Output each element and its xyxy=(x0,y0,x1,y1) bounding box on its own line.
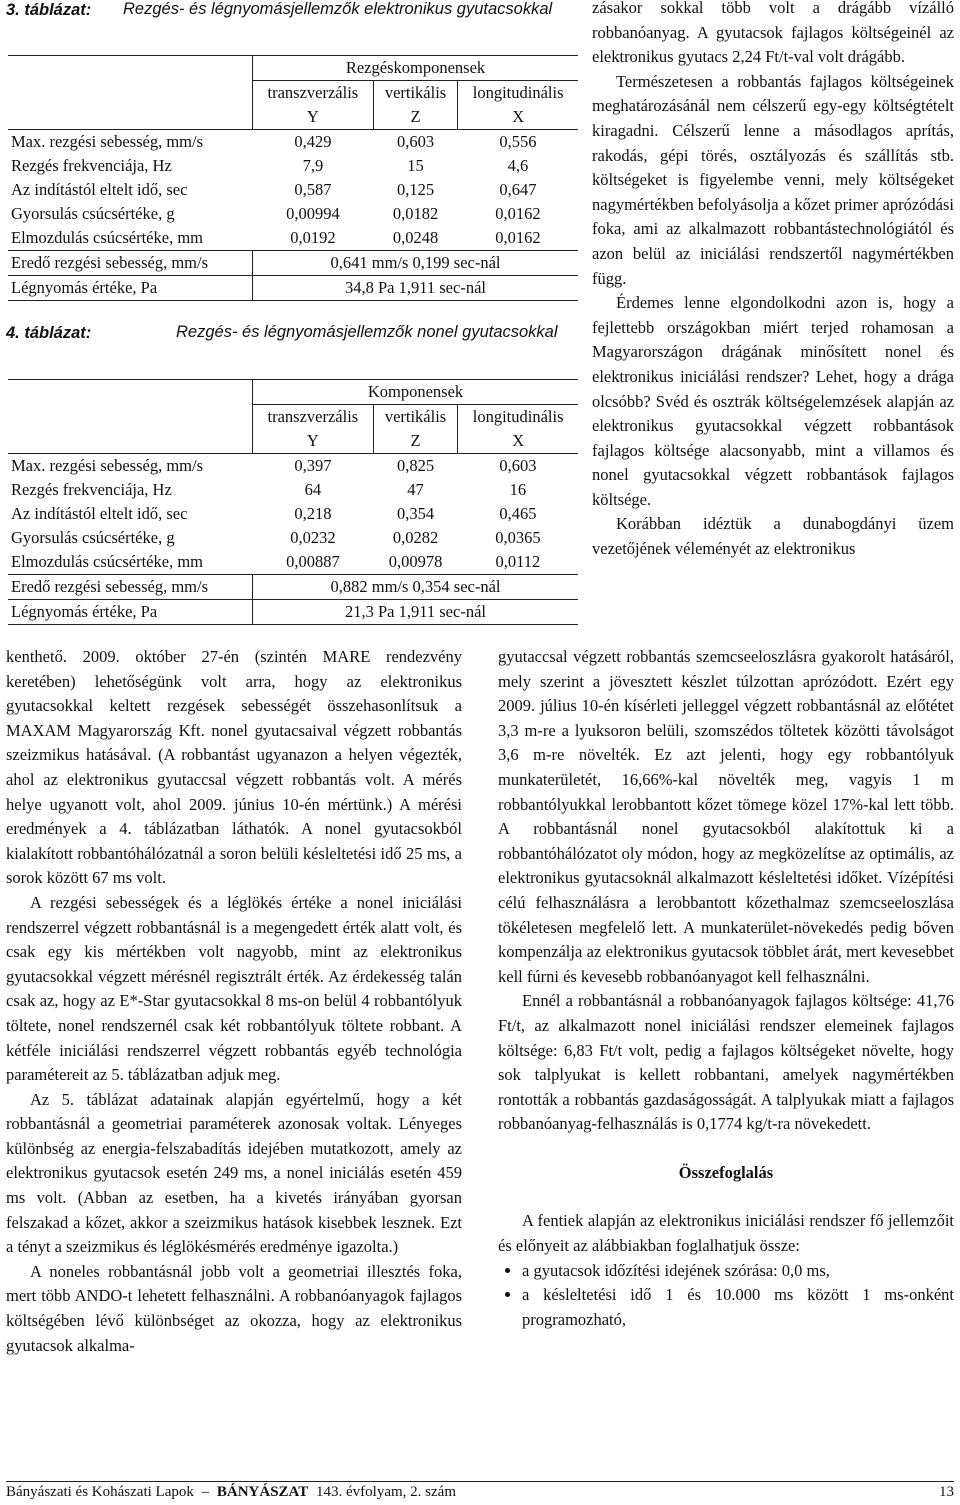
row-label: Légnyomás értéke, Pa xyxy=(8,276,253,301)
table4-group-header: Komponensek xyxy=(253,380,579,405)
table4-label: 4. táblázat: xyxy=(6,324,92,342)
list-item: • a késleltetési idő 1 és 10.000 ms között 1 ms-onként programozható, xyxy=(522,1283,954,1332)
paragraph: Korábban idéztük a dunabogdányi üzem vezetőjének véleményét az elektronikus xyxy=(592,514,954,559)
journal-issue: 143. évfolyam, 2. szám xyxy=(316,1484,456,1500)
table4-col-z-axis: Z xyxy=(373,429,458,454)
row-label: Max. rezgési sebesség, mm/s xyxy=(11,456,203,475)
table4-col-x-axis: X xyxy=(458,429,578,454)
cell-z: 15 xyxy=(407,156,424,175)
row-label: Az indítástól eltelt idő, sec xyxy=(11,180,188,199)
paragraph: zásakor sokkal több volt a drágább vízálló robbanóanyag. A gyutacsok fajlagos költségeinél az elektronikus gyutacs 2,24 Ft/t-val volt drágább. xyxy=(592,0,954,67)
table3-col-x-name: longitudinális xyxy=(458,81,578,106)
table4-col-x-name: longitudinális xyxy=(458,405,578,430)
cell-y: 0,00994 xyxy=(286,204,340,223)
cell-z: 0,0248 xyxy=(373,226,458,251)
span-value: 34,8 Pa 1,911 sec-nál xyxy=(253,276,579,301)
cell-z: 47 xyxy=(407,480,424,499)
table3-col-z-axis: Z xyxy=(373,105,458,130)
cell-y: 0,218 xyxy=(294,504,332,523)
list-item: • a gyutacsok időzítési idejének szórása: 0,0 ms, xyxy=(522,1259,954,1284)
table-row xyxy=(8,154,578,178)
paragraph: A noneles robbantásnál jobb volt a geometriai illesztés foka, mert több ANDO-t lehetett felhasználni. A robbanóanyagok fajlagos költségében lévő különbséget az okozza, hogy az elektronikus gyutacsok alkalma- xyxy=(6,1261,462,1355)
paragraph: A fentiek alapján az elektronikus iniciálási rendszer fő jellemzőit és előnyeit az alábbiakban foglalhatjuk össze: xyxy=(498,1211,954,1256)
cell-x: 0,0162 xyxy=(458,226,578,251)
cell-z: 0,603 xyxy=(396,132,435,151)
journal-name: Bányászati és Kohászati Lapok xyxy=(6,1484,194,1500)
span-value: 0,641 mm/s 0,199 sec-nál xyxy=(253,251,579,276)
row-label: Elmozdulás csúcsértéke, mm xyxy=(8,550,253,575)
table-row xyxy=(8,276,578,301)
cell-z: 0,0182 xyxy=(392,204,439,223)
paragraph: Érdemes lenne elgondolkodni azon is, hogy a fejlettebb országokban miért terjed rohamosan a Magyarországon drágának minősített nonel és elektronikus iniciálási rendszer? Lehet, hogy a drága olcsóbb? Svéd és osztrák költségelemzések alapján az elektronikus gyutacsokkal végzett robbantások fajlagos költsége alacsonyabb, mint a villamos és nonel gyutacsokkal végzett robbantások fajlagos költsége. xyxy=(592,293,954,509)
journal-separator: – xyxy=(201,1484,210,1500)
table3-title: Rezgés- és légnyomásjellemzők elektronikus gyutacsokkal xyxy=(123,0,553,18)
page-number: 13 xyxy=(939,1484,954,1500)
row-label: Elmozdulás csúcsértéke, mm xyxy=(8,226,253,251)
paragraph: kenthető. 2009. október 27-én (szintén MARE rendezvény keretében) lehetőségünk volt arra, hogy az elektronikus gyutacsokkal keltett rezgések sebességét összehasonlítsuk a MAXAM Magyarország Kft. nonel gyutacsaival végzett robbantás szeizmikus hatásával. (A robbantást ugyanazon a helyen végezték, ahol az elektronikus gyutaccsal végzett robbantás volt. A mérés helye ugyanott volt, ahol 2009. június 10-én mértünk.) A mérési eredmények a 4. táblázatban láthatók. A nonel gyutacsokból kialakított robbantóhálózatnál a soron belüli késleltetési idő 25 ms, a sorok között 67 ms volt. xyxy=(6,647,462,888)
cell-x: 0,0162 xyxy=(495,204,541,223)
row-label: Eredő rezgési sebesség, mm/s xyxy=(8,575,253,600)
cell-y: 0,397 xyxy=(294,456,332,475)
cell-z: 0,0282 xyxy=(392,528,439,547)
right-column xyxy=(498,645,954,1332)
cell-y: 7,9 xyxy=(302,156,324,175)
table-row xyxy=(8,550,578,575)
paragraph: Ennél a robbantásnál a robbanóanyagok fajlagos költsége: 41,76 Ft/t, az alkalmazott nonel iniciálási rendszer elemeinek fajlagos költsége: 6,83 Ft/t volt, pedig a fajlagos költségeket növelte, hogy sok talplyukat is kellett robbantani, amelyek nagymértékben rontották a robbantás gazdaságosságát. A talplyukak miatt a fajlagos robbanóanyag-felhasználás is 0,1774 kg/t-ra növekedett. xyxy=(498,991,954,1134)
paragraph: Az 5. táblázat adatainak alapján egyértelmű, hogy a két robbantásnál a geometriai paraméterek azonosak voltak. Lényeges különbség az energia-felszabadítás idejében mutatkozott, amely az elektronikus gyutacsok esetén 249 ms, a nonel iniciálás esetén 459 ms volt. (Abban az esetben, ha a kivetés irányában gyorsan felszakad a kőzet, akkor a szeizmikus hatások kisebbek lesznek. Ezt a tényt a szeizmikus és léglökésmérés eredménye igazolta.) xyxy=(6,1089,462,1257)
cell-y: 64 xyxy=(304,480,322,499)
cell-x: 0,603 xyxy=(499,456,537,475)
paragraph: A rezgési sebességek és a léglökés értéke a nonel iniciálási rendszerrel végzett robbantásnál is a megengedett érték alatt volt, és csak egy kis mértékben volt nagyobb, mint az elektronikus gyutacsokkal végzett mérésnél regisztrált érték. Az érdekesség talán csak az, hogy az E*-Star gyutacsokkal 8 ms-on belül 4 robbantólyuk töltete, nonel rendszernél csak két robbantólyuk töltete robbant. A kétféle iniciálási rendszerrel végzett robbantás egyéb technológia paramétereit az 5. táblázatban adjuk meg. xyxy=(6,892,462,1085)
table4-title: Rezgés- és légnyomásjellemzők nonel gyutacsokkal xyxy=(176,323,558,341)
cell-x: 16 xyxy=(509,480,527,499)
cell-x: 0,647 xyxy=(499,180,537,199)
section-heading: Összefoglalás xyxy=(678,1162,774,1182)
cell-x: 0,465 xyxy=(499,504,537,523)
page-footer xyxy=(6,1481,954,1501)
table3-col-z-name: vertikális xyxy=(373,81,458,106)
table4 xyxy=(8,379,578,625)
row-label: Gyorsulás csúcsértéke, g xyxy=(11,204,175,223)
row-label: Max. rezgési sebesség, mm/s xyxy=(11,132,203,151)
table3-col-y-name: transzverzális xyxy=(253,81,374,106)
table-row xyxy=(8,178,578,202)
table-row xyxy=(8,502,578,526)
cell-x: 4,6 xyxy=(507,156,529,175)
paragraph: gyutaccsal végzett robbantás szemcseeloszlásra gyakorolt hatásáról, mely szerint a jövesztett készlet túlzottan aprózódott. Ezért egy 2009. július 10-én kísérleti jelleggel végzett robbantásnál az előtétet 3,3 m-re a lyuksoron belüli, szomszédos töltetek közötti távolságot 3,6 m-re növelték. Ez azt jelenti, hogy egy robbantólyuk munkaterületét, 16,66%-kal növelték meg, vagyis 1 m robbantólyukkal lerobbantott kőzet tömege közel 17%-kal lett több. A robbantásnál nonel gyutacsokból alakítottuk ki a robbantóhálózatot oly módon, hogy az megközelítse az optimális, az elektronikus gyutacsoknál alkalmazott késleltetési időket. Vízépítési célú felhasználásra a lerobbantott kőzethalmaz szemcseeloszlása tökéletesen megfelelő lett. A munkaterület-növekedés pedig bőven kompenzálja az elektronikus gyutacsok többlet árát, mert kevesebbet kell fúrni és kevesebb robbanóanyagot kell felhasználni. xyxy=(498,647,954,986)
row-label: Gyorsulás csúcsértéke, g xyxy=(11,528,175,547)
cell-z: 0,354 xyxy=(396,504,435,523)
row-label: Rezgés frekvenciája, Hz xyxy=(11,480,172,499)
table4-col-y-name: transzverzális xyxy=(253,405,374,430)
span-value: 0,882 mm/s 0,354 sec-nál xyxy=(253,575,579,600)
row-label: Rezgés frekvenciája, Hz xyxy=(11,156,172,175)
table4-col-z-name: vertikális xyxy=(373,405,458,430)
table3-caption xyxy=(6,0,553,20)
cell-z: 0,00978 xyxy=(373,550,458,575)
table4-col-y-axis: Y xyxy=(253,429,374,454)
cell-x: 0,0112 xyxy=(458,550,578,575)
table-row xyxy=(8,526,578,550)
table-row xyxy=(8,600,578,625)
cell-y: 0,00887 xyxy=(253,550,374,575)
cell-y: 0,0192 xyxy=(253,226,374,251)
span-value: 21,3 Pa 1,911 sec-nál xyxy=(253,600,579,625)
paragraph: Természetesen a robbantás fajlagos költségeinek meghatározásánál nem célszerű egy-egy költségtételt kiragadni. Célszerű lenne a másodlagos aprítás, rakodás, gépi törés, osztályozás és szállítás stb. költségeket is figyelembe venni, mely költségeket nagymértékben befolyásolja a kőzet primer aprózódási foka, ami az alkalmazott robbantástechnológiától és azon belül az iniciálási rendszertől nagymértékben függ. xyxy=(592,71,954,288)
summary-list xyxy=(498,1259,954,1333)
table3-group-header: Rezgéskomponensek xyxy=(253,56,579,81)
cell-y: 0,429 xyxy=(294,132,332,151)
journal-section: BÁNYÁSZAT xyxy=(216,1484,309,1500)
table3-label: 3. táblázat: xyxy=(6,1,92,19)
cell-z: 0,125 xyxy=(396,180,435,199)
table3 xyxy=(8,55,578,301)
table-row xyxy=(8,251,578,276)
table-row xyxy=(8,575,578,600)
table3-col-y-axis: Y xyxy=(253,105,374,130)
cell-z: 0,825 xyxy=(396,456,435,475)
table3-col-x-axis: X xyxy=(458,105,578,130)
cell-y: 0,0232 xyxy=(290,528,336,547)
row-label: Az indítástól eltelt idő, sec xyxy=(11,504,188,523)
row-label: Eredő rezgési sebesség, mm/s xyxy=(8,251,253,276)
table-row xyxy=(8,454,578,479)
cell-x: 0,0365 xyxy=(495,528,541,547)
right-column-top xyxy=(592,0,954,562)
left-column xyxy=(6,645,462,1358)
cell-y: 0,587 xyxy=(294,180,332,199)
table-row xyxy=(8,202,578,226)
cell-x: 0,556 xyxy=(499,132,537,151)
table-row xyxy=(8,478,578,502)
table-row xyxy=(8,226,578,251)
table-row xyxy=(8,130,578,155)
table4-caption xyxy=(6,323,558,343)
row-label: Légnyomás értéke, Pa xyxy=(8,600,253,625)
